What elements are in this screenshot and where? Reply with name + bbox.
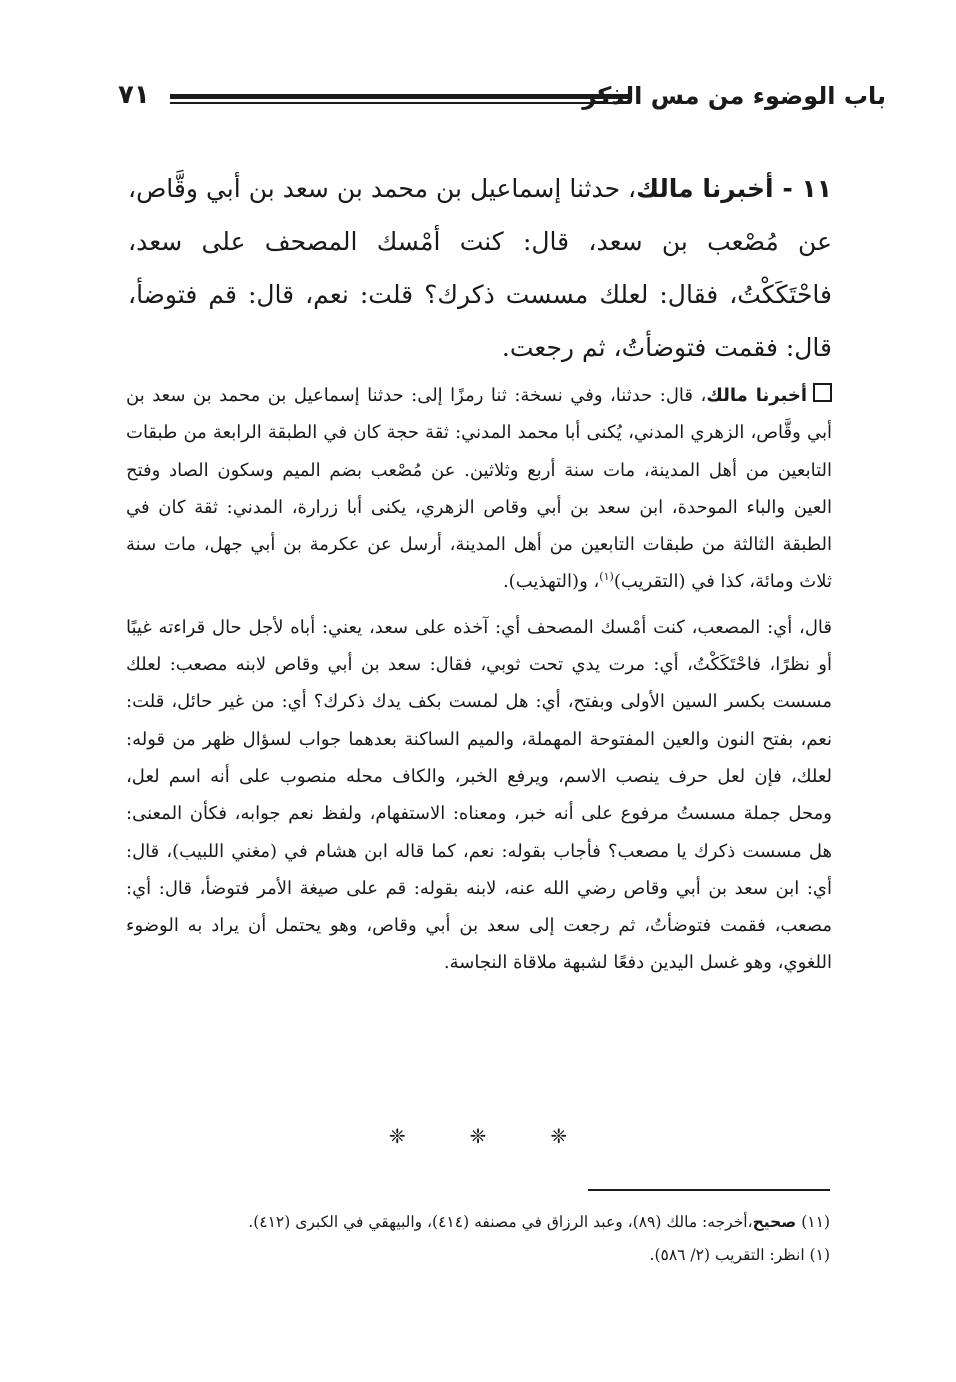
footnote-1-number: (١١) — [801, 1213, 830, 1231]
commentary-lead: أخبرنا مالك — [706, 385, 807, 406]
star-ornament-icon: ❈ — [550, 1124, 568, 1148]
footnote-1-text: ،أخرجه: مالك (٨٩)، وعبد الرزاق في مصنفه (٤١٤)، والبيهقي في الكبرى (٤١٢). — [248, 1213, 753, 1231]
commentary — [126, 377, 832, 982]
hadith-number-lead: ١١ - أخبرنا مالك — [636, 174, 832, 203]
chapter-title: باب الوضوء من مس الذكر — [582, 82, 886, 110]
star-ornament-icon: ❈ — [469, 1124, 487, 1148]
footnote-ref: (١) — [599, 570, 614, 584]
square-box-icon — [813, 383, 832, 402]
footnote-rule — [588, 1189, 830, 1191]
footnote-1 — [126, 1206, 830, 1239]
commentary-tail-1: ، و(التهذيب). — [502, 571, 600, 593]
section-separator — [0, 1124, 956, 1148]
footnote-1-grade: صحيح — [752, 1213, 797, 1231]
footnotes — [126, 1206, 830, 1272]
hadith-paragraph — [128, 162, 832, 374]
page-header — [118, 78, 886, 118]
hadith-body: ، حدثنا إسماعيل بن محمد بن سعد بن أبي وقَّاص، عن مُصْعب بن سعد، قال: كنت أمْسك المصحف على سعد، فاحْتَكَكْتُ، فقال: لعلك مسست ذكرك؟ قلت: نعم، قال: قم فتوضأ، قال: فقمت فتوضأتُ، ثم رجعت. — [128, 174, 832, 362]
page-number: ٧١ — [118, 80, 150, 110]
footnote-2: (١) انظر: التقريب (٢/ ٥٨٦). — [649, 1246, 830, 1264]
header-rule — [170, 94, 630, 104]
hadith-text — [128, 162, 832, 374]
star-ornament-icon: ❈ — [388, 1124, 406, 1148]
commentary-paragraph-1 — [126, 377, 832, 601]
commentary-text-1: ، قال: حدثنا، وفي نسخة: ثنا رمزًا إلى: حدثنا إسماعيل بن محمد بن سعد بن أبي وقَّاص، الزهري المدني، يُكنى أبا محمد المدني: ثقة حجة كان في الطبقة الرابعة من طبقات التابعين من أهل المدينة، مات سنة أربع وثلاثين. عن مُصْعب بضم الميم وسكون الصاد وفتح العين والباء الموحدة، ابن سعد بن أبي وقاص الزهري، يكنى أبا زرارة، المدني: ثقة كان في الطبقة الثالثة من طبقات التابعين من أهل المدينة، أرسل عن عكرمة بن أبي جهل، مات سنة ثلاث ومائة، كذا في (التقريب) — [126, 385, 832, 593]
commentary-paragraph-2: قال، أي: المصعب، كنت أمْسك المصحف أي: آخذه على سعد، يعني: أباه لأجل حال قراءته غيبًا أو نظرًا، فاحْتَكَكْتُ، أي: مرت يدي تحت ثوبي، فقال: سعد بن أبي وقاص لابنه مصعب: لعلك مسست بكسر السين الأولى وبفتح، أي: هل لمست بكف يدك ذكرك؟ أي: من غير حائل، قلت: نعم، بفتح النون والعين المفتوحة المهملة، والميم الساكنة بعدهما جواب لسؤال ظهر من قوله: لعلك، فإن لعل حرف ينصب الاسم، ويرفع الخبر، والكاف محله منصوب على أنه اسم لعل، ومحل جملة مسستُ مرفوع على أنه خبر، ومعناه: الاستفهام، ولفظ نعم جوابه، فكأن المعنى: هل مسست ذكرك يا مصعب؟ فأجاب بقوله: نعم، كما قاله ابن هشام في (مغني اللبيب)، قال: أي: ابن سعد بن أبي وقاص رضي الله عنه، لابنه بقوله: قم على صيغة الأمر فتوضأ، قال: أي: مصعب، فقمت فتوضأتُ، ثم رجعت إلى سعد بن أبي وقاص، وهو يحتمل أن يراد به الوضوء اللغوي، وهو غسل اليدين دفعًا لشبهة ملاقاة النجاسة. — [126, 616, 832, 974]
